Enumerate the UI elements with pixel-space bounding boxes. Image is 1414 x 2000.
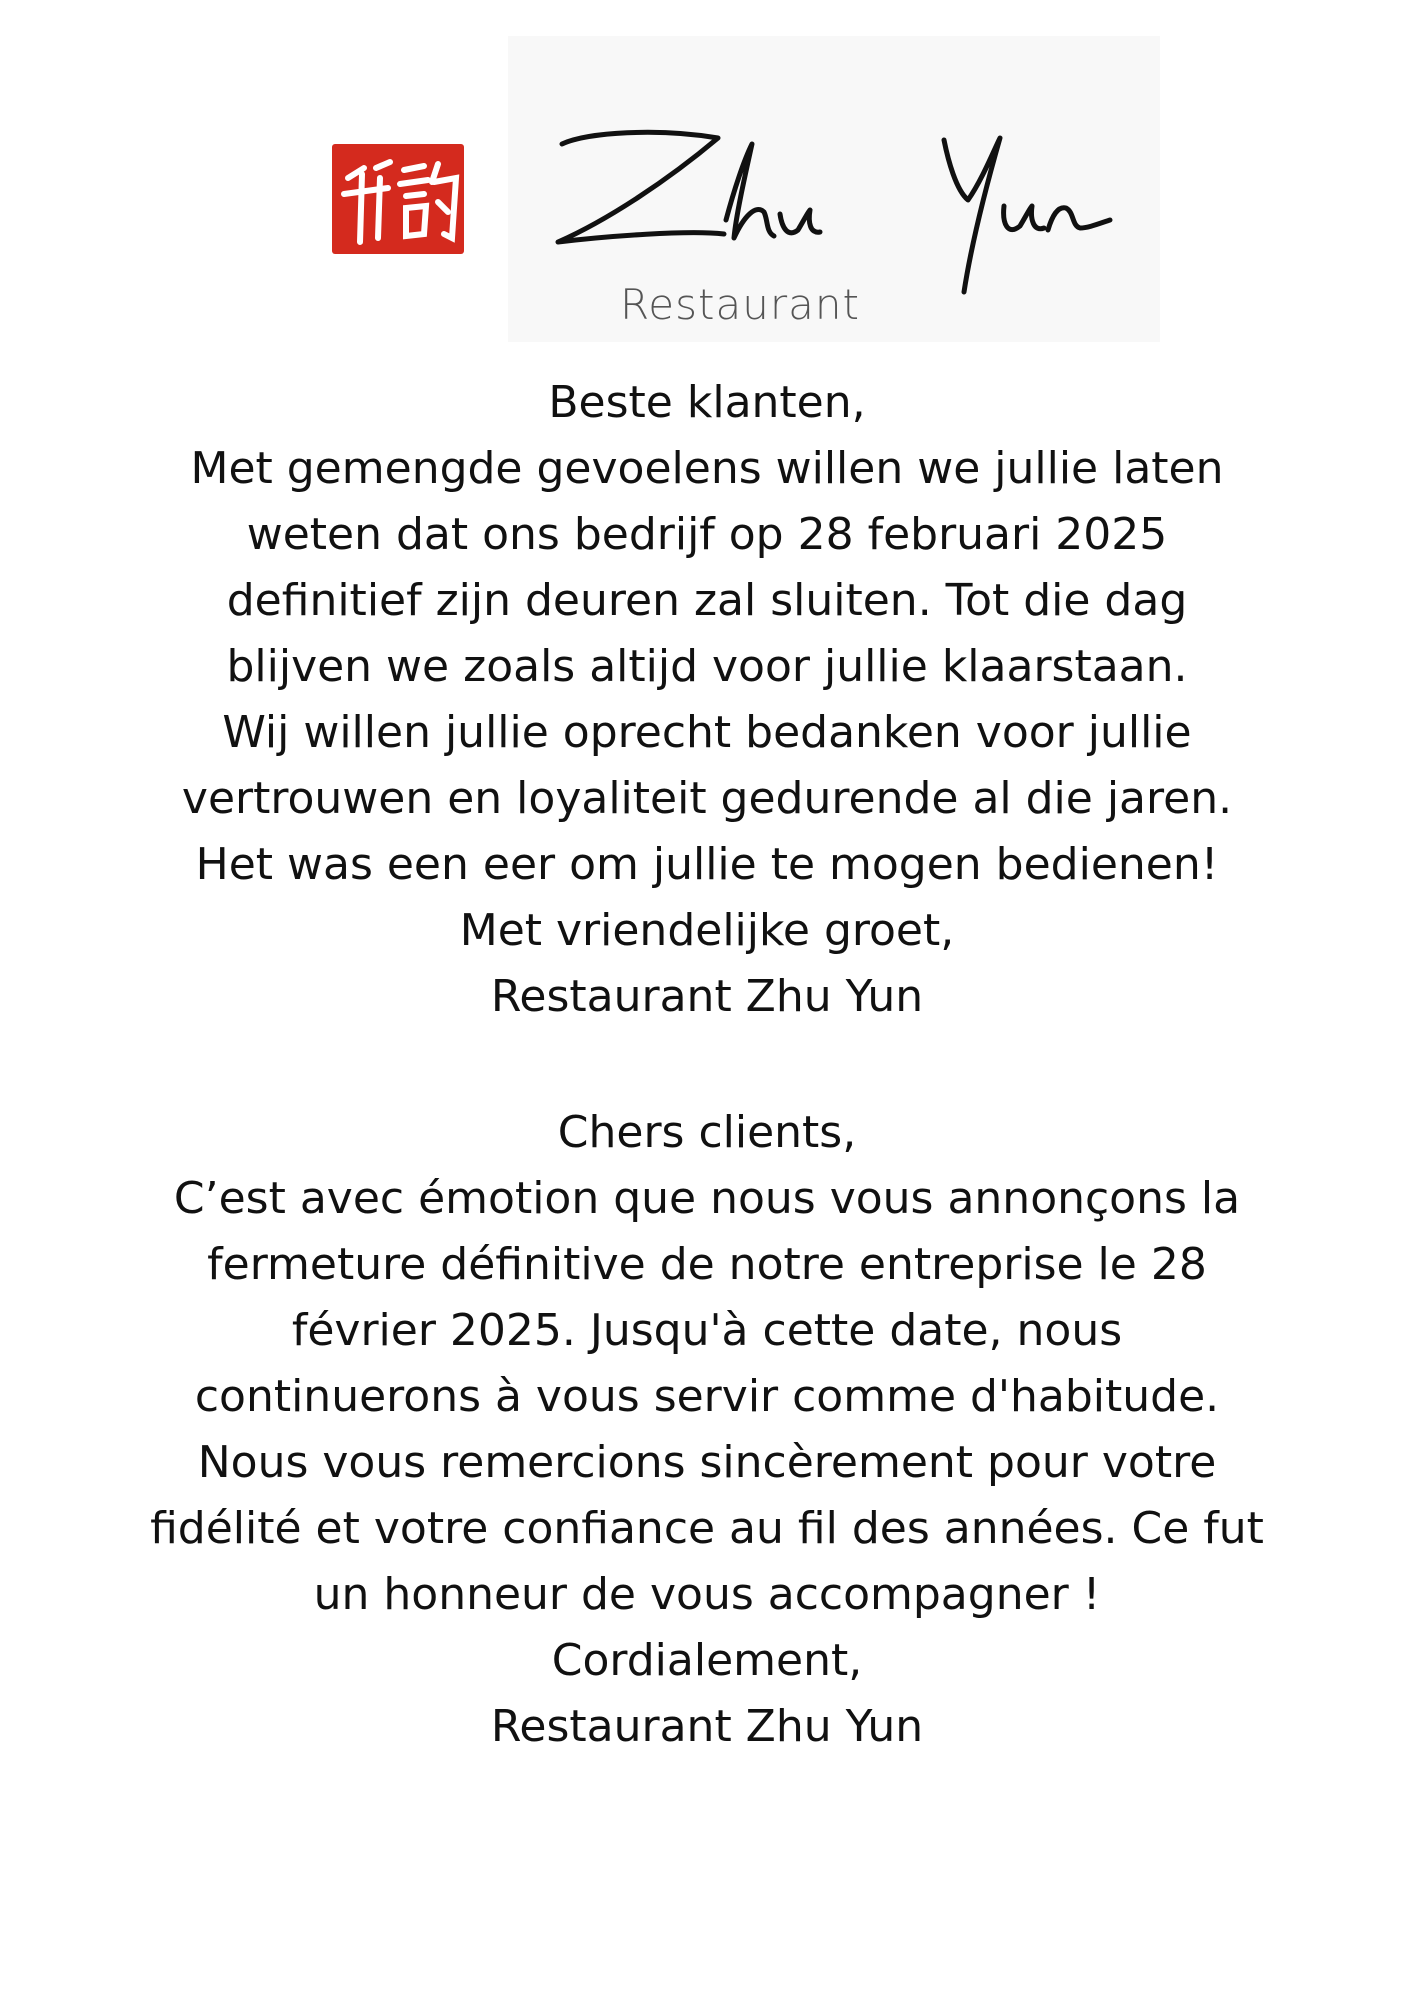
dutch-notice: [100, 370, 1314, 1030]
french-line: fermeture définitive de notre entreprise le 28: [207, 1239, 1207, 1290]
dutch-salutation: Beste klanten,: [548, 377, 866, 428]
french-signature: Restaurant Zhu Yun: [490, 1701, 924, 1752]
dutch-line: vertrouwen en loyaliteit gedurende al die jaren.: [181, 773, 1233, 824]
logo-subtitle: Restaurant: [620, 280, 860, 329]
french-salutation: Chers clients,: [557, 1107, 857, 1158]
dutch-line: Met gemengde gevoelens willen we jullie laten: [190, 443, 1224, 494]
dutch-signature: Restaurant Zhu Yun: [490, 971, 924, 1022]
dutch-line: Het was een eer om jullie te mogen bedienen!: [195, 839, 1219, 890]
french-line: un honneur de vous accompagner !: [313, 1569, 1101, 1620]
dutch-line: Wij willen jullie oprecht bedanken voor jullie: [222, 707, 1192, 758]
french-line: février 2025. Jusqu'à cette date, nous: [291, 1305, 1123, 1356]
dutch-line: blijven we zoals altijd voor jullie klaarstaan.: [226, 641, 1188, 692]
french-line: fidélité et votre confiance au fil des années. Ce fut: [150, 1503, 1264, 1554]
french-notice: [100, 1100, 1314, 1760]
dutch-line: weten dat ons bedrijf op 28 februari 2025: [246, 509, 1168, 560]
french-line: continuerons à vous servir comme d'habitude.: [194, 1371, 1220, 1422]
dutch-line: definitief zijn deuren zal sluiten. Tot die dag: [226, 575, 1188, 626]
french-line: Nous vous remercions sincèrement pour votre: [197, 1437, 1217, 1488]
zhu-yun-wordmark-logo: [548, 120, 1128, 300]
french-closing: Cordialement,: [551, 1635, 863, 1686]
chinese-seal-logo: [328, 138, 468, 258]
french-line: C’est avec émotion que nous vous annonçons la: [173, 1173, 1241, 1224]
dutch-closing: Met vriendelijke groet,: [459, 905, 955, 956]
